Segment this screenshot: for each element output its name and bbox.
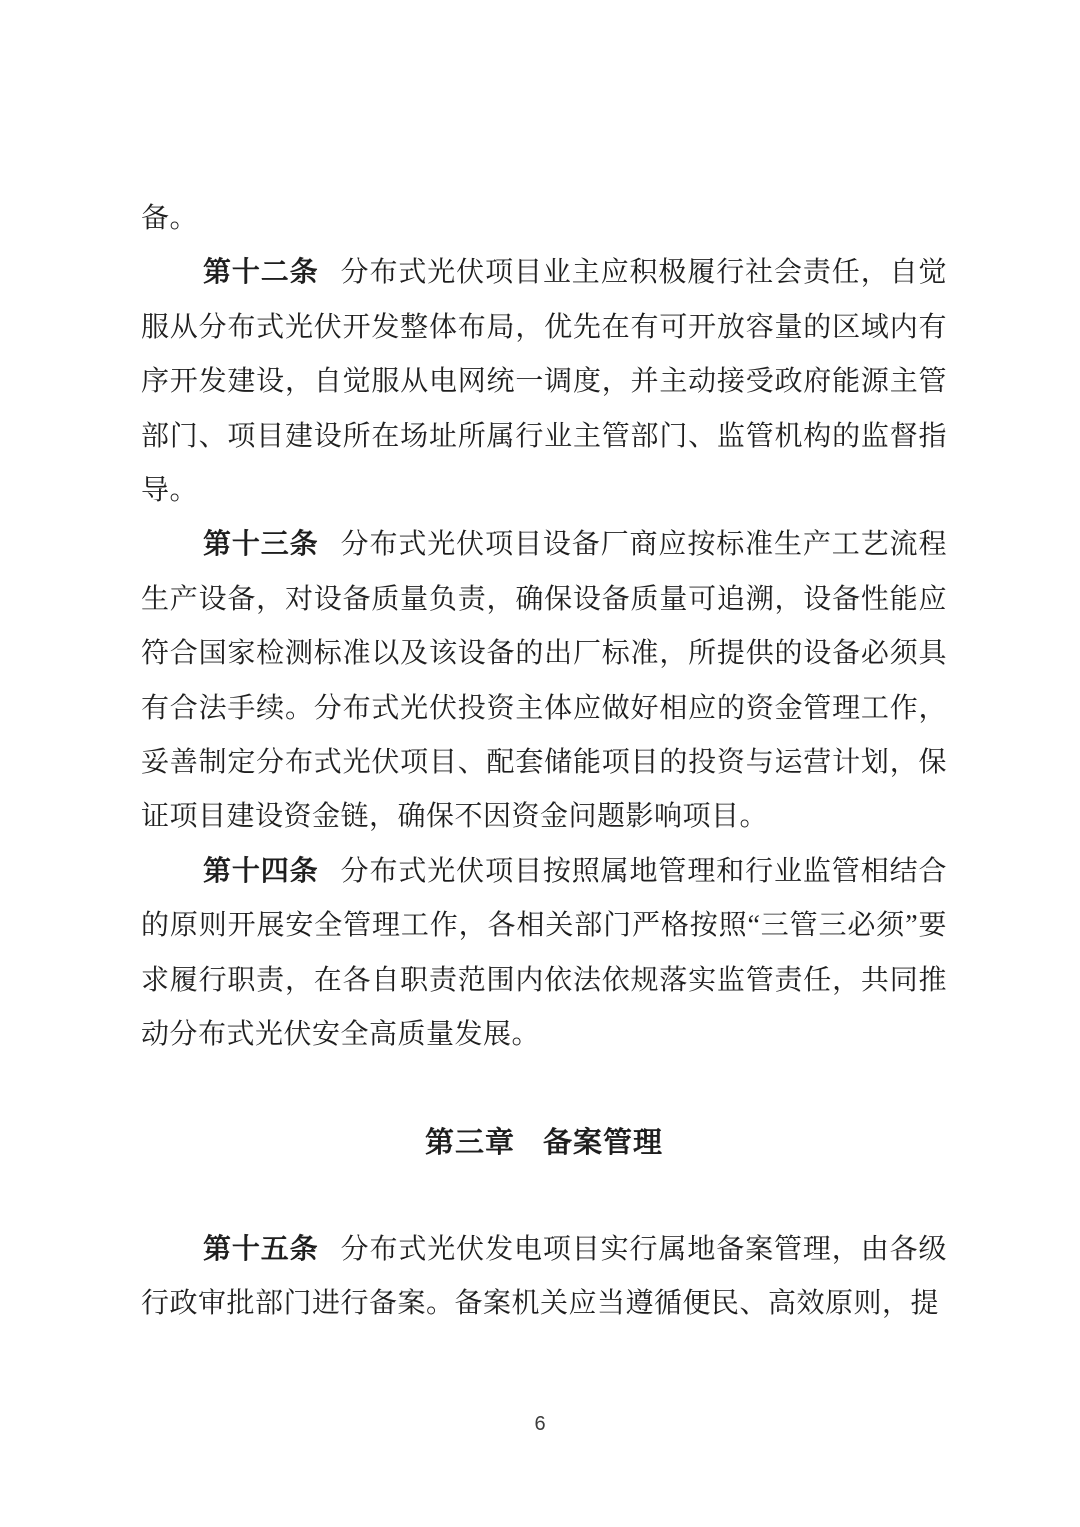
document-body <box>141 192 947 1332</box>
chapter-title: 备案管理 <box>543 1126 664 1159</box>
paragraph-text: 分布式光伏发电项目实行属地备案管理，由各级行政审批部门进行备案。备案机关应当遵循便民、高效原则，提 <box>141 1233 947 1320</box>
paragraph-text: 分布式光伏项目按照属地管理和行业监管相结合的原则开展安全管理工作，各相关部门严格按照“三管三必须”要求履行职责，在各自职责范围内依法依规落实监管责任，共同推动分布式光伏安全高质量发展。 <box>141 855 947 1051</box>
continuation-paragraph <box>141 192 947 246</box>
article-paragraph <box>141 845 947 1063</box>
chapter-heading <box>141 1116 947 1170</box>
article-number: 第十五条 <box>203 1233 319 1265</box>
article-paragraph <box>141 1223 947 1332</box>
article-number: 第十四条 <box>203 855 319 887</box>
page-number: 6 <box>534 1413 546 1435</box>
paragraph-text: 分布式光伏项目设备厂商应按标准生产工艺流程生产设备，对设备质量负责，确保设备质量可追溯，设备性能应符合国家检测标准以及该设备的出厂标准，所提供的设备必须具有合法手续。分布式光伏投资主体应做好相应的资金管理工作，妥善制定分布式光伏项目、配套储能项目的投资与运营计划，保证项目建设资金链，确保不因资金问题影响项目。 <box>141 529 947 833</box>
paragraph-text: 分布式光伏项目业主应积极履行社会责任，自觉服从分布式光伏开发整体布局，优先在有可开放容量的区域内有序开发建设，自觉服从电网统一调度，并主动接受政府能源主管部门、项目建设所在场址所属行业主管部门、监管机构的监督指导。 <box>141 257 947 507</box>
article-number: 第十三条 <box>203 529 319 561</box>
paragraph-text: 备。 <box>141 203 199 234</box>
article-number: 第十二条 <box>203 257 319 289</box>
article-paragraph <box>141 518 947 844</box>
chapter-number: 第三章 <box>424 1126 515 1159</box>
article-paragraph <box>141 246 947 518</box>
